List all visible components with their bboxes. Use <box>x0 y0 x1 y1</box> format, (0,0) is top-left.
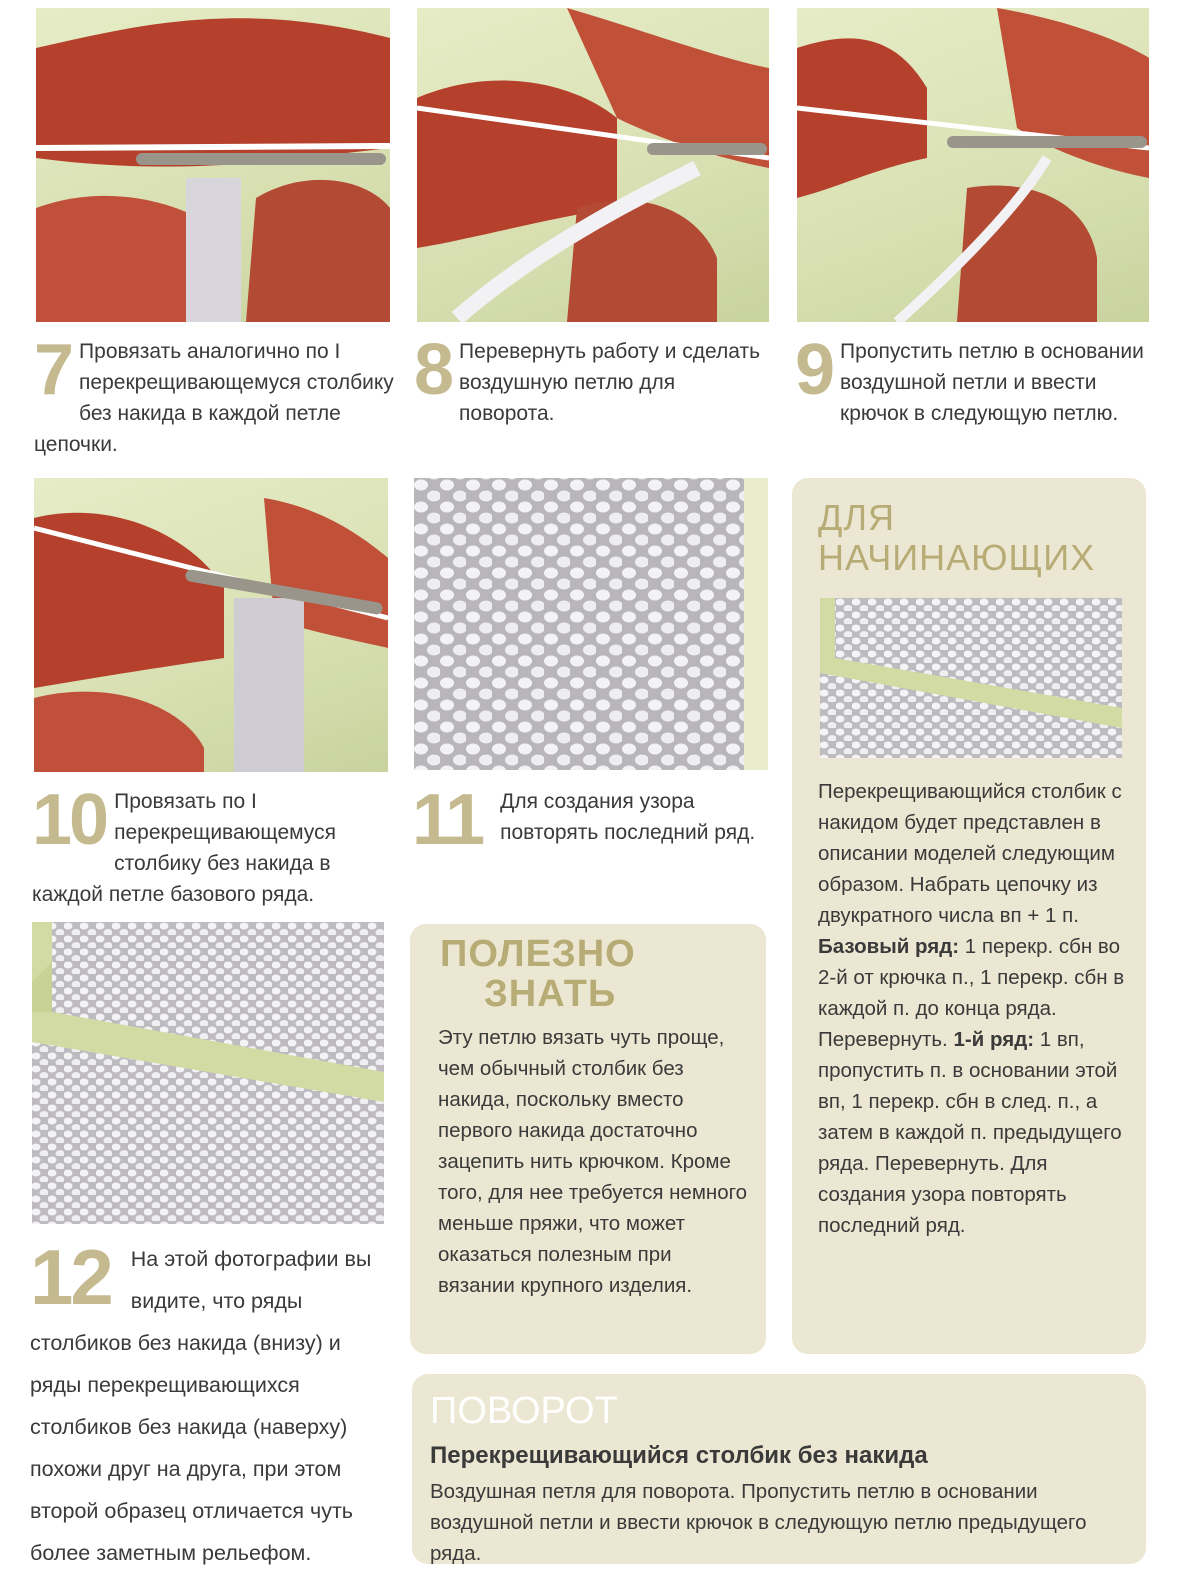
step-number: 8 <box>414 330 452 410</box>
useful-text: Эту петлю вязать чуть проще, чем обычный столбик без накида, поскольку вместо первого накида достаточно зацепить нить крючком. Кроме того, для нее требуется немного меньше пряжи, что может оказаться полезным при вязании крупного изделия. <box>438 1026 748 1297</box>
step-text: Провязать аналогично по I перекрещивающемуся столбику без накида в каждой петле цепочки. <box>34 340 394 456</box>
step-11 <box>412 780 762 860</box>
step-number: 10 <box>32 780 107 860</box>
useful-title: ПОЛЕЗНО ЗНАТЬ <box>440 933 636 1015</box>
photo-step-8 <box>417 8 769 322</box>
turn-text: Воздушная петля для поворота. Пропустить петлю в основании воздушной петли и ввести крючок в следующую петлю предыдущего ряда. <box>430 1480 1087 1565</box>
step-8 <box>414 330 770 429</box>
step-number: 9 <box>795 330 833 410</box>
photo-step-10 <box>34 478 388 772</box>
step-7 <box>34 330 394 460</box>
step-10 <box>32 780 392 910</box>
beginners-text: Перекрещивающийся столбик с накидом будет представлен в описании моделей следующим образом. Набрать цепочку из двукратного числа вп + 1 п. Базовый ряд: 1 перекр. сбн во 2-й от крючка п., 1 перекр. сбн в каждой п. до конца ряда. Перевернуть. 1-й ряд: 1 вп, пропустить п. в основании этой вп, 1 перекр. сбн в след. п., а затем в каждой п. предыдущего ряда. Перевернуть. Для создания узора повторять последний ряд. <box>818 780 1125 1237</box>
photo-step-7 <box>36 8 390 322</box>
step-text: Пропустить петлю в основании воздушной петли и ввести крючок в следующую петлю. <box>840 340 1144 425</box>
photo-step-11 <box>414 478 768 770</box>
turn-box <box>412 1374 1146 1564</box>
photo-step-12 <box>32 922 384 1224</box>
beginners-photo <box>820 598 1122 758</box>
step-number: 12 <box>30 1233 111 1321</box>
step-text: Перевернуть работу и сделать воздушную петлю для поворота. <box>459 340 761 425</box>
step-9 <box>795 330 1155 429</box>
useful-box <box>410 924 766 1354</box>
step-12 <box>30 1233 390 1574</box>
step-text: Для создания узора повторять последний ряд. <box>500 790 756 844</box>
step-number: 7 <box>34 330 72 410</box>
turn-title: ПОВОРОТ <box>430 1390 618 1432</box>
step-text: Провязать по I перекрещивающемуся столбику без накида в каждой петле базового ряда. <box>32 790 336 906</box>
step-number: 11 <box>412 780 483 860</box>
step-text: На этой фотографии вы видите, что ряды столбиков без накида (внизу) и ряды перекрещивающихся столбиков без накида (наверху) похожи друг на друга, при этом второй образец отличается чуть более заметным рельефом. <box>30 1247 372 1565</box>
beginners-title: ДЛЯ НАЧИНАЮЩИХ <box>818 497 1096 578</box>
beginners-box <box>792 478 1146 1354</box>
turn-subtitle: Перекрещивающийся столбик без накида <box>430 1442 928 1469</box>
photo-step-9 <box>797 8 1149 322</box>
